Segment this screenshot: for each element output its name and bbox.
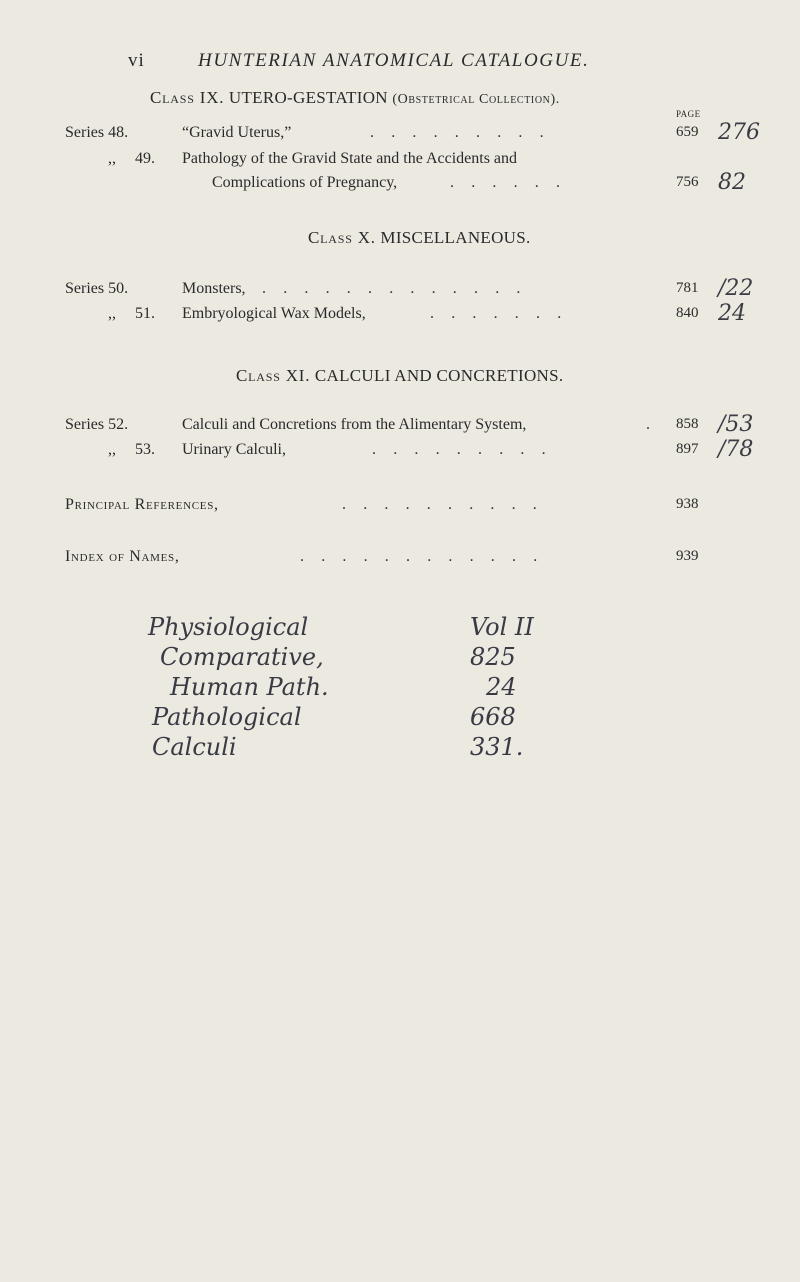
- index-of-names-entry: Index of Names, . . . . . . . . . . . . 939: [65, 548, 699, 565]
- leader-dots: . . . . . . . . . .: [342, 496, 544, 513]
- entry-series-51: ,, 51. Embryological Wax Models, . . . . . . . 840 24: [108, 301, 746, 326]
- class-x-heading: Class X. MISCELLANEOUS.: [308, 228, 531, 247]
- running-title: HUNTERIAN ANATOMICAL CATALOGUE.: [198, 50, 590, 71]
- entry-series-53: ,, 53. Urinary Calculi, . . . . . . . . . 897 /78: [108, 437, 754, 462]
- entry-series-52: Series 52. Calculi and Concretions from the Alimentary System, . 858 /53: [65, 412, 754, 437]
- leader-dots: . . . . . . . . . . . .: [300, 548, 544, 565]
- handwritten-page-note: /78: [718, 437, 754, 462]
- leader-dots: . . . . . . . . .: [372, 441, 553, 458]
- handwritten-page-note: 82: [718, 170, 746, 195]
- class-xi-heading: Class XI. CALCULI AND CONCRETIONS.: [236, 366, 564, 385]
- page-header: [0, 50, 800, 80]
- leader-dots: .: [646, 416, 657, 433]
- entry-series-49: ,, 49. Pathology of the Gravid State and the Accidents and Complications of Pregnancy, . . . . . . 756 82: [108, 150, 746, 195]
- entry-series-50: Series 50. Monsters, . . . . . . . . . . . . . 781 /22: [65, 276, 754, 301]
- leader-dots: . . . . . . . . .: [370, 124, 551, 141]
- principal-references-entry: Principal References, . . . . . . . . . . 938: [65, 496, 699, 513]
- handwritten-page-note: /22: [718, 276, 754, 301]
- leader-dots: . . . . . .: [450, 174, 567, 191]
- handwritten-notes-left: Physiological Comparative, Human Path. Pathological Calculi: [148, 613, 329, 761]
- handwritten-notes-right: Vol II 825 24 668 331.: [470, 613, 534, 761]
- handwritten-page-note: /53: [718, 412, 754, 437]
- class-ix-heading: Class IX. UTERO-GESTATION (Obstetrical Collection).: [150, 88, 560, 107]
- leader-dots: . . . . . . . . . . . . .: [262, 280, 527, 297]
- handwritten-page-note: 24: [718, 301, 746, 326]
- leader-dots: . . . . . . .: [430, 305, 568, 322]
- entry-series-48: Series 48. “Gravid Uterus,” . . . . . . . . . 659 276: [65, 120, 760, 145]
- page-column-label: PAGE: [676, 109, 701, 119]
- page-number: vi: [128, 50, 145, 71]
- handwritten-page-note: 276: [718, 120, 760, 145]
